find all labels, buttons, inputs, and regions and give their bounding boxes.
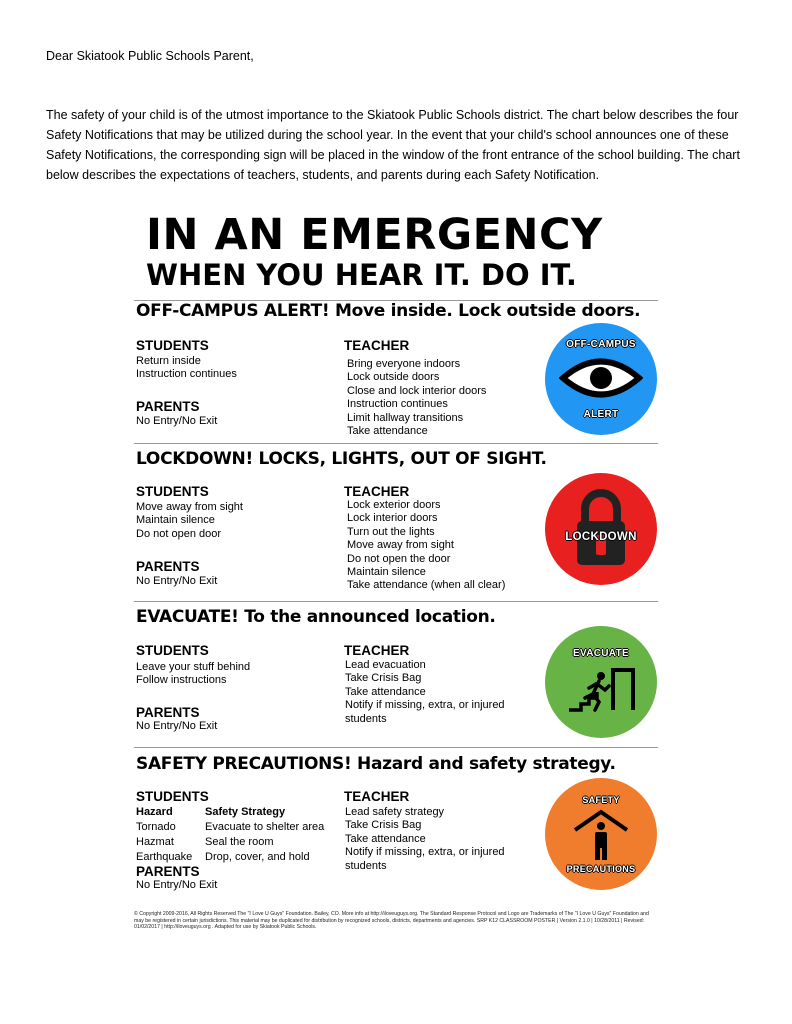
strategy-cell: Evacuate to shelter area	[205, 821, 325, 833]
poster-subheadline: WHEN YOU HEAR IT. DO IT.	[146, 258, 577, 292]
hazard-column-header: Hazard	[136, 806, 173, 818]
section-title-lockdown: LOCKDOWN! LOCKS, LIGHTS, OUT OF SIGHT.	[136, 449, 547, 469]
section-title-evacuate: EVACUATE! To the announced location.	[136, 607, 496, 627]
parents-label: PARENTS	[136, 705, 200, 720]
list-item: students	[345, 712, 387, 725]
teacher-list	[347, 358, 486, 438]
list-item: Move away from sight	[136, 501, 243, 513]
section-divider	[134, 747, 658, 748]
list-item: Do not open door	[136, 527, 222, 540]
list-item: Take attendance	[345, 832, 426, 845]
list-item: Close and lock interior doors	[347, 384, 487, 397]
strategy-cell: Seal the room	[205, 836, 274, 848]
section-divider	[134, 601, 658, 602]
section-divider	[134, 443, 658, 444]
copyright-footer: © Copyright 2009-2016, All Rights Reserved The "I Love U Guys" Foundation. Bailey, CO. More info at http://iloveuguys.org. The Standard Response Protocol and Logo are Trademarks of The "I Love U Guys" Foundation and may be registered in certain jurisdictions. This material may be duplicated for distribution by recognized schools, districts, departments and agencies. SRP K12 CLASSROOM POSTER | Version 2.1.0 | 10/28/2011 | Revised: 01/02/2017 | http://iloveuguys.org . Adapted for use by Skiatook Public Schools.	[134, 911, 649, 931]
parents-list	[136, 575, 217, 588]
section-title-safety-precautions: SAFETY PRECAUTIONS! Hazard and safety strategy.	[136, 754, 616, 774]
teacher-label: TEACHER	[344, 643, 410, 658]
students-label: STUDENTS	[136, 338, 209, 353]
person-shelter-icon	[571, 808, 631, 862]
list-item: Lock exterior doors	[347, 499, 441, 511]
teacher-label: TEACHER	[344, 484, 410, 499]
list-item: Bring everyone indoors	[347, 358, 461, 370]
list-item: Limit hallway transitions	[347, 411, 464, 424]
strategy-column-header: Safety Strategy	[205, 806, 286, 818]
off-campus-alert-sign	[545, 323, 657, 435]
list-item: Leave your stuff behind	[136, 661, 251, 673]
teacher-list	[347, 499, 505, 593]
lockdown-sign	[545, 473, 657, 585]
parents-label: PARENTS	[136, 559, 200, 574]
parents-list	[136, 879, 217, 892]
list-item: Return inside	[136, 355, 201, 367]
parents-label: PARENTS	[136, 399, 200, 414]
padlock-icon	[574, 487, 628, 567]
students-label: STUDENTS	[136, 484, 209, 499]
strategy-cell: Drop, cover, and hold	[205, 851, 310, 863]
students-list	[136, 661, 250, 688]
running-exit-icon	[565, 664, 637, 714]
list-item: Maintain silence	[347, 566, 426, 579]
list-item: Maintain silence	[136, 514, 215, 527]
list-item: No Entry/No Exit	[136, 415, 218, 427]
list-item: Take Crisis Bag	[345, 819, 422, 832]
list-item: Turn out the lights	[347, 525, 435, 538]
sign-bottom-label: PRECAUTIONS	[566, 864, 636, 874]
hazard-cell: Earthquake	[136, 851, 193, 863]
sign-middle-label: LOCKDOWN	[565, 531, 637, 543]
evacuate-sign	[545, 626, 657, 738]
list-item: students	[345, 859, 387, 872]
list-item: No Entry/No Exit	[136, 879, 218, 891]
list-item: Notify if missing, extra, or injured	[345, 699, 505, 712]
parents-list	[136, 415, 217, 428]
parents-label: PARENTS	[136, 864, 200, 879]
teacher-list	[345, 659, 505, 726]
list-item: Take Crisis Bag	[345, 672, 422, 685]
poster-headline: IN AN EMERGENCY	[146, 210, 603, 260]
students-list	[136, 355, 237, 382]
list-item: Lead evacuation	[345, 659, 426, 671]
list-item: Instruction continues	[136, 368, 237, 381]
sign-top-label: OFF-CAMPUS	[566, 339, 636, 350]
eye-icon	[559, 353, 643, 403]
list-item: Instruction continues	[347, 398, 448, 411]
list-item: Move away from sight	[347, 539, 454, 552]
hazard-cell: Hazmat	[136, 836, 174, 848]
teacher-label: TEACHER	[344, 789, 410, 804]
sign-top-label: SAFETY	[582, 795, 620, 805]
list-item: Lock outside doors	[347, 371, 440, 384]
parents-list	[136, 720, 217, 733]
letter-greeting: Dear Skiatook Public Schools Parent,	[46, 49, 254, 63]
letter-body: The safety of your child is of the utmost importance to the Skiatook Public Schools district. The chart below describes the four Safety Notifications that may be utilized during the school year. In the event that your child's school announces one of these Safety Notifications, the corresponding sign will be placed in the window of the front entrance of the school building. The chart below describes the expectations of teachers, students, and parents during each Safety Notification.	[46, 108, 740, 182]
list-item: Take attendance	[347, 425, 428, 438]
list-item: Lock interior doors	[347, 512, 438, 525]
teacher-list	[345, 806, 505, 873]
list-item: No Entry/No Exit	[136, 575, 218, 587]
students-list	[136, 501, 243, 541]
list-item: Do not open the door	[347, 552, 451, 565]
list-item: Take attendance	[345, 685, 426, 698]
list-item: Lead safety strategy	[345, 806, 445, 818]
section-title-off-campus: OFF-CAMPUS ALERT! Move inside. Lock outside doors.	[136, 301, 641, 321]
students-label: STUDENTS	[136, 789, 209, 804]
students-label: STUDENTS	[136, 643, 209, 658]
sign-bottom-label: ALERT	[583, 409, 619, 420]
list-item: Follow instructions	[136, 674, 227, 687]
safety-precautions-sign	[545, 778, 657, 890]
hazard-cell: Tornado	[136, 821, 176, 833]
list-item: Notify if missing, extra, or injured	[345, 846, 505, 859]
list-item: Take attendance (when all clear)	[347, 579, 506, 592]
sign-top-label: EVACUATE	[573, 648, 629, 659]
list-item: No Entry/No Exit	[136, 720, 218, 732]
teacher-label: TEACHER	[344, 338, 410, 353]
